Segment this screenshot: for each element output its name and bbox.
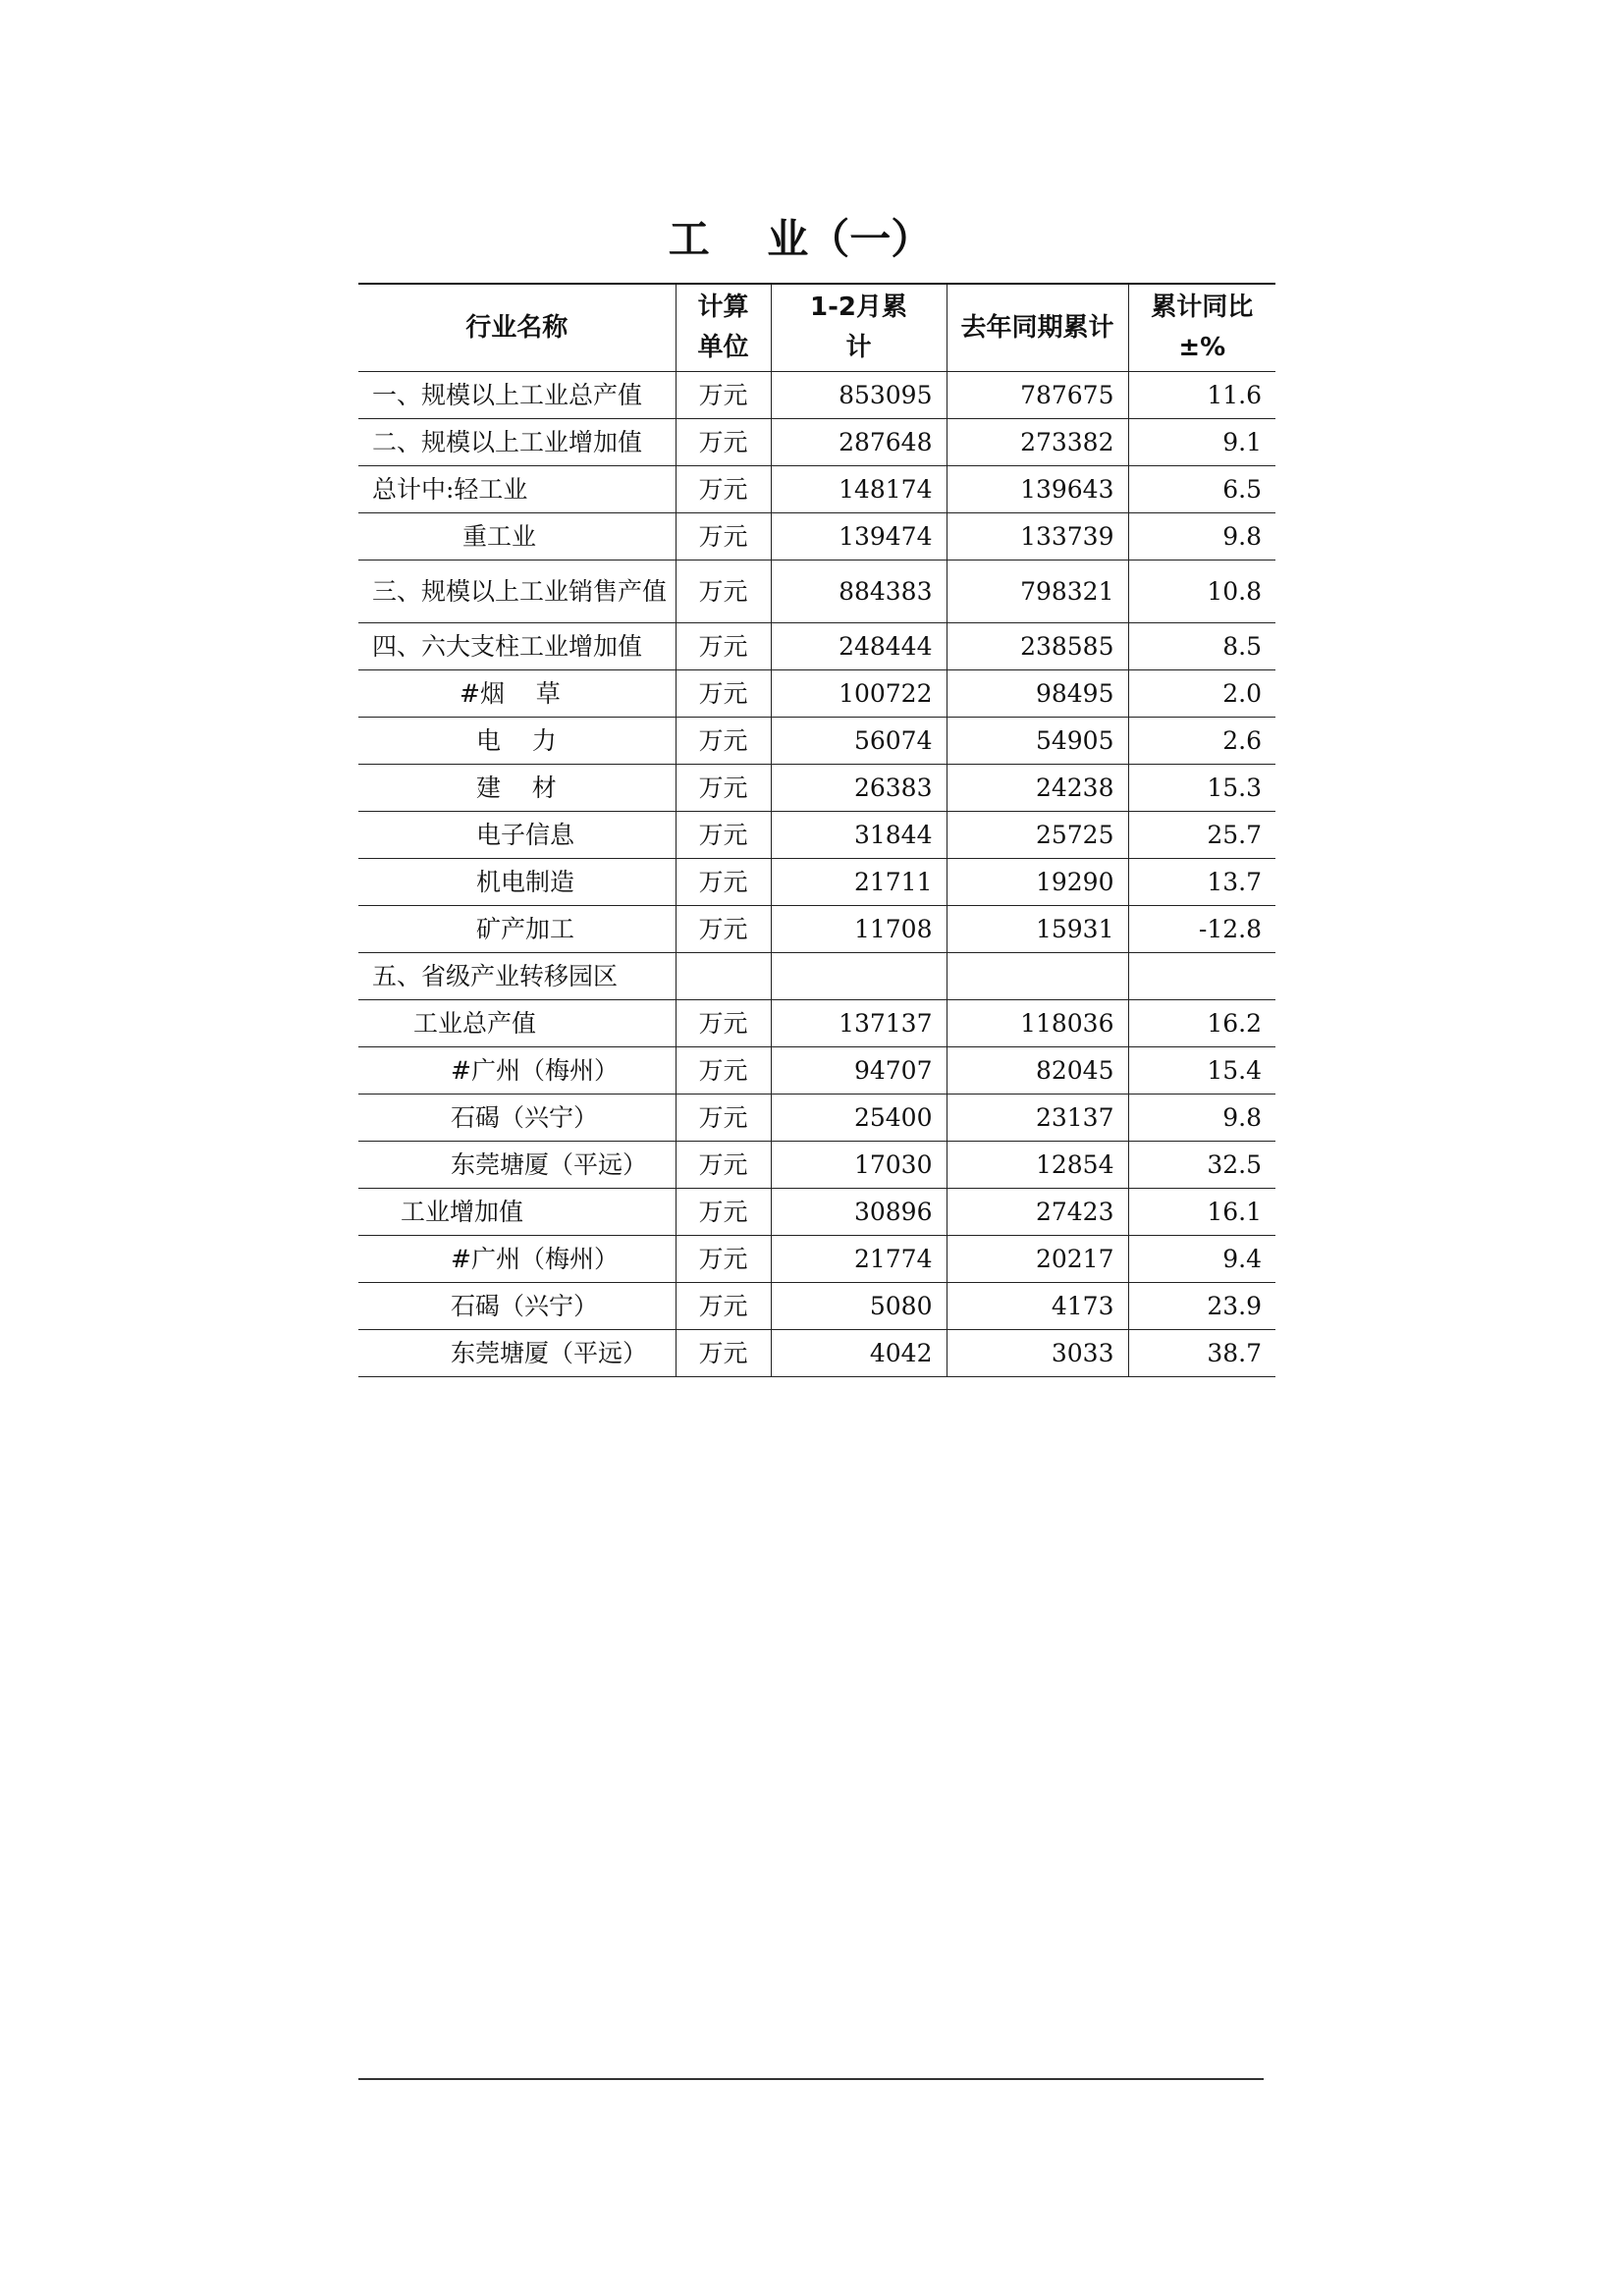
industry-name: #广州（梅州） <box>358 1047 676 1095</box>
last-year-value: 133739 <box>947 513 1128 561</box>
yoy-change: 11.6 <box>1128 372 1275 419</box>
unit-cell: 万元 <box>676 812 771 859</box>
current-value: 148174 <box>771 466 947 513</box>
current-value: 11708 <box>771 906 947 953</box>
yoy-change: 15.3 <box>1128 765 1275 812</box>
industry-name: 东莞塘厦（平远） <box>358 1330 676 1377</box>
bottom-rule <box>358 2078 1264 2080</box>
industry-name: 五、省级产业转移园区 <box>358 953 676 1000</box>
last-year-value: 3033 <box>947 1330 1128 1377</box>
industry-name: 机电制造 <box>358 859 676 906</box>
table-row <box>358 1283 1275 1330</box>
yoy-change: 2.6 <box>1128 718 1275 765</box>
unit-cell: 万元 <box>676 419 771 466</box>
industry-name: 东莞塘厦（平远） <box>358 1142 676 1189</box>
unit-cell: 万元 <box>676 466 771 513</box>
current-value: 56074 <box>771 718 947 765</box>
last-year-value: 25725 <box>947 812 1128 859</box>
table-row <box>358 623 1275 670</box>
unit-cell: 万元 <box>676 1330 771 1377</box>
header-yoy-change: 累计同比±% <box>1128 284 1275 372</box>
last-year-value: 82045 <box>947 1047 1128 1095</box>
industry-name: 石碣（兴宁） <box>358 1095 676 1142</box>
current-value: 30896 <box>771 1189 947 1236</box>
industry-name: 工业总产值 <box>358 1000 676 1047</box>
industry-name: 三、规模以上工业销售产值 <box>358 561 676 623</box>
unit-cell: 万元 <box>676 765 771 812</box>
current-value: 17030 <box>771 1142 947 1189</box>
last-year-value: 23137 <box>947 1095 1128 1142</box>
last-year-value: 787675 <box>947 372 1128 419</box>
table-row <box>358 718 1275 765</box>
unit-cell: 万元 <box>676 623 771 670</box>
current-value: 100722 <box>771 670 947 718</box>
unit-cell: 万元 <box>676 1283 771 1330</box>
industry-name: 电子信息 <box>358 812 676 859</box>
unit-cell: 万元 <box>676 513 771 561</box>
table-row <box>358 670 1275 718</box>
industry-name: 四、六大支柱工业增加值 <box>358 623 676 670</box>
current-value: 139474 <box>771 513 947 561</box>
current-value: 853095 <box>771 372 947 419</box>
current-value: 21711 <box>771 859 947 906</box>
last-year-value: 798321 <box>947 561 1128 623</box>
last-year-value: 27423 <box>947 1189 1128 1236</box>
yoy-change: 2.0 <box>1128 670 1275 718</box>
yoy-change: 9.4 <box>1128 1236 1275 1283</box>
yoy-change: 9.1 <box>1128 419 1275 466</box>
last-year-value: 273382 <box>947 419 1128 466</box>
table-row <box>358 765 1275 812</box>
table-row <box>358 513 1275 561</box>
table-row <box>358 419 1275 466</box>
last-year-value: 12854 <box>947 1142 1128 1189</box>
table-row <box>358 953 1275 1000</box>
unit-cell: 万元 <box>676 1000 771 1047</box>
industry-name: #广州（梅州） <box>358 1236 676 1283</box>
current-value <box>771 953 947 1000</box>
table-header-row <box>358 284 1275 372</box>
industry-table <box>358 283 1275 1377</box>
header-unit: 计算单位 <box>676 284 771 372</box>
yoy-change: 13.7 <box>1128 859 1275 906</box>
current-value: 26383 <box>771 765 947 812</box>
current-value: 94707 <box>771 1047 947 1095</box>
industry-name: 电 力 <box>358 718 676 765</box>
header-last-year: 去年同期累计 <box>947 284 1128 372</box>
industry-name: 石碣（兴宁） <box>358 1283 676 1330</box>
last-year-value: 15931 <box>947 906 1128 953</box>
last-year-value: 24238 <box>947 765 1128 812</box>
current-value: 287648 <box>771 419 947 466</box>
yoy-change: 8.5 <box>1128 623 1275 670</box>
current-value: 248444 <box>771 623 947 670</box>
current-value: 25400 <box>771 1095 947 1142</box>
industry-name: 重工业 <box>358 513 676 561</box>
yoy-change: 6.5 <box>1128 466 1275 513</box>
yoy-change: 15.4 <box>1128 1047 1275 1095</box>
unit-cell: 万元 <box>676 1189 771 1236</box>
last-year-value: 98495 <box>947 670 1128 718</box>
industry-name: 矿产加工 <box>358 906 676 953</box>
current-value: 5080 <box>771 1283 947 1330</box>
industry-name: #烟 草 <box>358 670 676 718</box>
last-year-value: 139643 <box>947 466 1128 513</box>
yoy-change: 32.5 <box>1128 1142 1275 1189</box>
table-row <box>358 1189 1275 1236</box>
unit-cell: 万元 <box>676 718 771 765</box>
table-row <box>358 466 1275 513</box>
table-row <box>358 372 1275 419</box>
yoy-change: 10.8 <box>1128 561 1275 623</box>
yoy-change: 16.2 <box>1128 1000 1275 1047</box>
unit-cell: 万元 <box>676 372 771 419</box>
unit-cell <box>676 953 771 1000</box>
industry-name: 二、规模以上工业增加值 <box>358 419 676 466</box>
unit-cell: 万元 <box>676 1142 771 1189</box>
unit-cell: 万元 <box>676 561 771 623</box>
table-row <box>358 1047 1275 1095</box>
table-row <box>358 1330 1275 1377</box>
table-row <box>358 1236 1275 1283</box>
industry-name: 一、规模以上工业总产值 <box>358 372 676 419</box>
unit-cell: 万元 <box>676 859 771 906</box>
current-value: 4042 <box>771 1330 947 1377</box>
unit-cell: 万元 <box>676 670 771 718</box>
table-row <box>358 812 1275 859</box>
last-year-value <box>947 953 1128 1000</box>
yoy-change: -12.8 <box>1128 906 1275 953</box>
yoy-change: 38.7 <box>1128 1330 1275 1377</box>
current-value: 137137 <box>771 1000 947 1047</box>
industry-name: 工业增加值 <box>358 1189 676 1236</box>
unit-cell: 万元 <box>676 1047 771 1095</box>
industry-name: 建 材 <box>358 765 676 812</box>
table-row <box>358 1095 1275 1142</box>
yoy-change <box>1128 953 1275 1000</box>
page-title: 工 业（一） <box>668 215 933 263</box>
yoy-change: 9.8 <box>1128 1095 1275 1142</box>
last-year-value: 118036 <box>947 1000 1128 1047</box>
table-row <box>358 906 1275 953</box>
last-year-value: 238585 <box>947 623 1128 670</box>
header-industry-name: 行业名称 <box>358 284 676 372</box>
last-year-value: 4173 <box>947 1283 1128 1330</box>
yoy-change: 23.9 <box>1128 1283 1275 1330</box>
table-row <box>358 859 1275 906</box>
table-row <box>358 1142 1275 1189</box>
header-current-period: 1-2月累计 <box>771 284 947 372</box>
current-value: 21774 <box>771 1236 947 1283</box>
last-year-value: 54905 <box>947 718 1128 765</box>
yoy-change: 9.8 <box>1128 513 1275 561</box>
unit-cell: 万元 <box>676 906 771 953</box>
unit-cell: 万元 <box>676 1236 771 1283</box>
table-row <box>358 1000 1275 1047</box>
table-row <box>358 561 1275 623</box>
last-year-value: 19290 <box>947 859 1128 906</box>
industry-name: 总计中:轻工业 <box>358 466 676 513</box>
unit-cell: 万元 <box>676 1095 771 1142</box>
current-value: 31844 <box>771 812 947 859</box>
yoy-change: 25.7 <box>1128 812 1275 859</box>
yoy-change: 16.1 <box>1128 1189 1275 1236</box>
last-year-value: 20217 <box>947 1236 1128 1283</box>
current-value: 884383 <box>771 561 947 623</box>
